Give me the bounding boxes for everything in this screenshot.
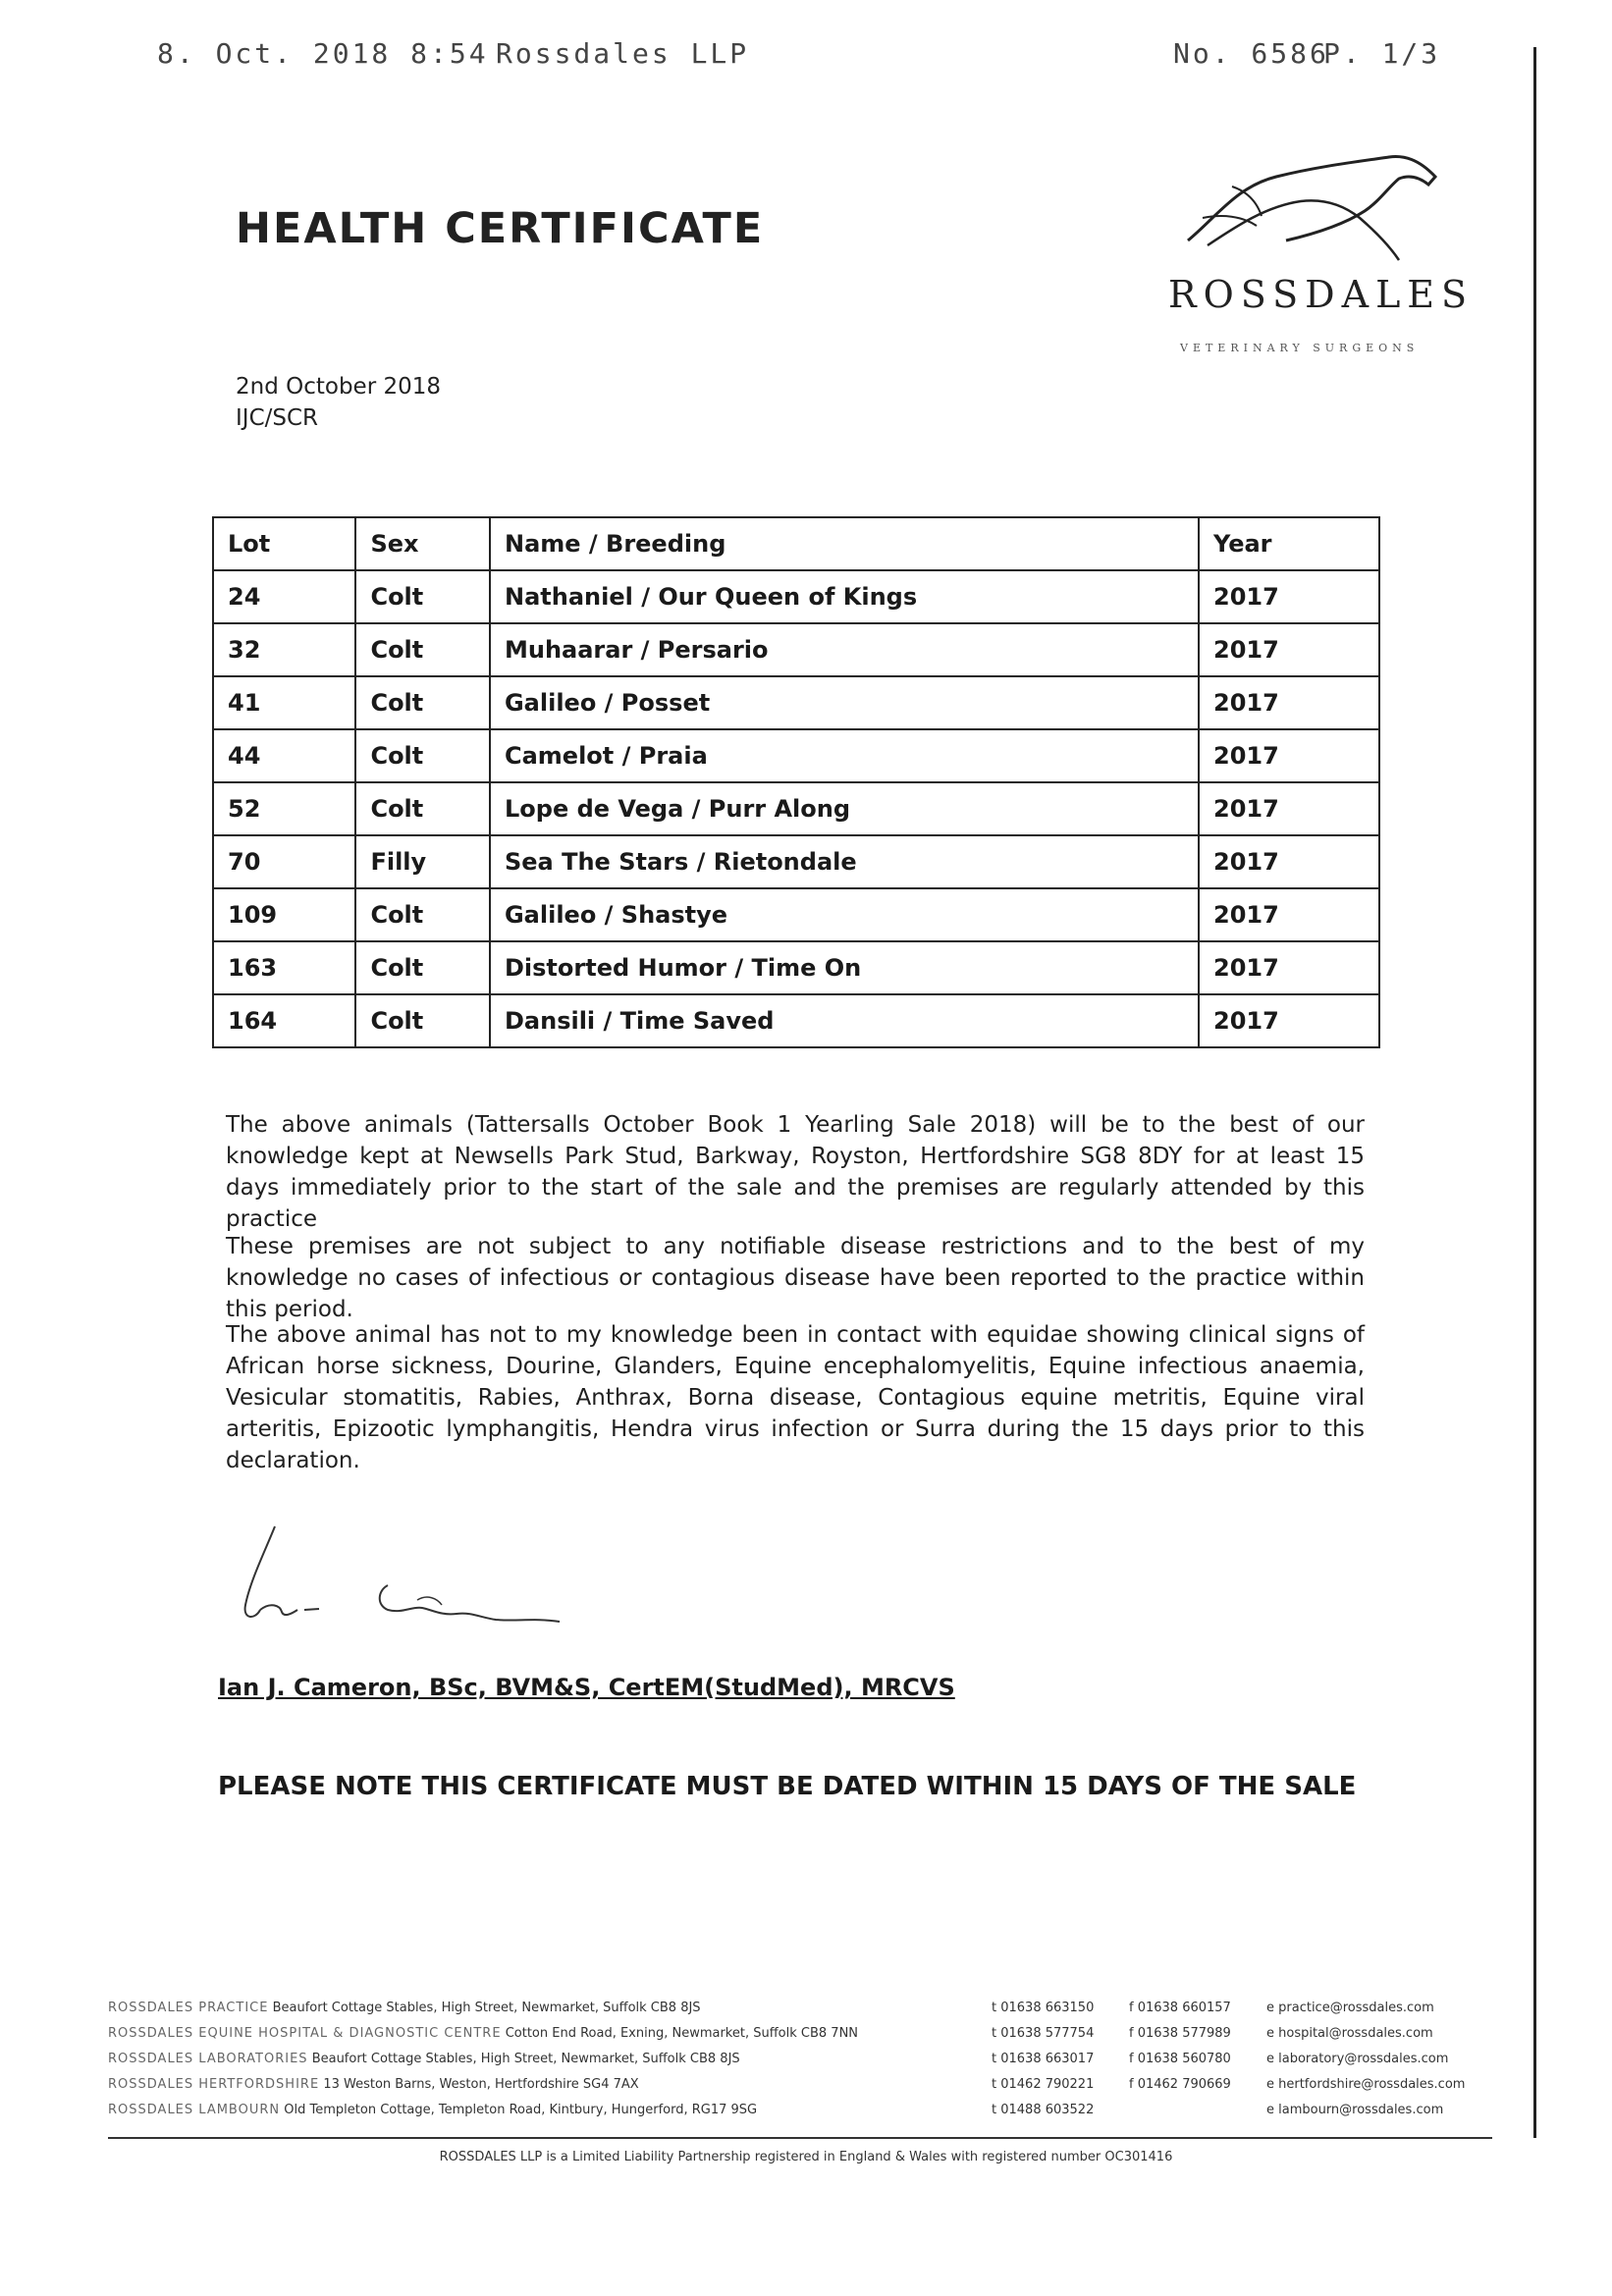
- footer-address: Beaufort Cottage Stables, High Street, Newmarket, Suffolk CB8 8JS: [272, 2001, 701, 2015]
- footer-email: e lambourn@rossdales.com: [1266, 2103, 1444, 2117]
- footer-legal-notice: ROSSDALES LLP is a Limited Liability Partnership registered in England & Wales with registered number OC301416: [439, 2150, 1173, 2164]
- cell-sex: Colt: [355, 941, 490, 994]
- paragraph-disease-restrictions: These premises are not subject to any notifiable disease restrictions and to the best of my knowledge no cases of infectious or contagious disease have been reported to the practice within this period.: [226, 1234, 1365, 1322]
- cell-sex: Colt: [355, 994, 490, 1047]
- footer-dept: ROSSDALES HERTFORDSHIRE: [108, 2077, 320, 2092]
- margin-rule: [1533, 47, 1536, 2138]
- cell-lot: 24: [213, 570, 355, 623]
- fax-header: [0, 37, 1612, 77]
- cell-lot: 41: [213, 676, 355, 729]
- footer-tel: t 01638 577754: [992, 2026, 1095, 2041]
- footer-row: [108, 2077, 1482, 2099]
- table-row: [213, 782, 1379, 835]
- document-reference: IJC/SCR: [236, 405, 319, 431]
- footer-fax: f 01638 577989: [1129, 2026, 1231, 2041]
- footer-address: Beaufort Cottage Stables, High Street, Newmarket, Suffolk CB8 8JS: [311, 2052, 740, 2066]
- footer-email: e laboratory@rossdales.com: [1266, 2052, 1449, 2066]
- page-title: HEALTH CERTIFICATE: [236, 204, 765, 253]
- cell-year: 2017: [1199, 623, 1379, 676]
- cell-sex: Colt: [355, 782, 490, 835]
- paragraph-sale-premises: The above animals (Tattersalls October Book 1 Yearling Sale 2018) will be to the best of our knowledge kept at Newsells Park Stud, Barkway, Royston, Hertfordshire SG8 8DY for at least 15 days immediately prior to the start of the sale and the premises are regularly attended by this practice: [226, 1112, 1365, 1232]
- footer-email: e hospital@rossdales.com: [1266, 2026, 1433, 2041]
- cell-name-breeding: Galileo / Shastye: [490, 888, 1199, 941]
- footer-address: Old Templeton Cottage, Templeton Road, Kintbury, Hungerford, RG17 9SG: [284, 2103, 758, 2117]
- cell-year: 2017: [1199, 888, 1379, 941]
- handwritten-signature: [221, 1512, 594, 1649]
- column-header-year: Year: [1199, 517, 1379, 570]
- lots-table: [212, 516, 1380, 1048]
- footer-row: [108, 2103, 1482, 2124]
- document-date: 2nd October 2018: [236, 374, 442, 400]
- cell-name-breeding: Dansili / Time Saved: [490, 994, 1199, 1047]
- cell-year: 2017: [1199, 941, 1379, 994]
- horse-logo-icon: [1178, 147, 1443, 265]
- cell-lot: 70: [213, 835, 355, 888]
- footer-tel: t 01462 790221: [992, 2077, 1095, 2092]
- logo-tagline: VETERINARY SURGEONS: [1180, 342, 1420, 354]
- footer-row: [108, 2052, 1482, 2073]
- footer-divider: [108, 2137, 1492, 2139]
- table-header-row: [213, 517, 1379, 570]
- cell-lot: 163: [213, 941, 355, 994]
- paragraph-contact-declaration: The above animal has not to my knowledge been in contact with equidae showing clinical signs of African horse sickness, Dourine, Glanders, Equine encephalomyelitis, Equine infectious anaemia, Vesicular stomatitis, Rabies, Anthrax, Borna disease, Contagious equine metritis, Equine viral arteritis, Epizootic lymphangitis, Hendra virus infection or Surra during the 15 days prior to this declaration.: [226, 1322, 1365, 1473]
- cell-year: 2017: [1199, 835, 1379, 888]
- cell-name-breeding: Camelot / Praia: [490, 729, 1199, 782]
- fax-page: P. 1/3: [1323, 37, 1441, 70]
- cell-sex: Colt: [355, 623, 490, 676]
- cell-name-breeding: Lope de Vega / Purr Along: [490, 782, 1199, 835]
- cell-year: 2017: [1199, 994, 1379, 1047]
- table-row: [213, 835, 1379, 888]
- table-row: [213, 994, 1379, 1047]
- cell-lot: 164: [213, 994, 355, 1047]
- dating-note: PLEASE NOTE THIS CERTIFICATE MUST BE DATED WITHIN 15 DAYS OF THE SALE: [218, 1772, 1357, 1801]
- cell-year: 2017: [1199, 729, 1379, 782]
- footer-dept: ROSSDALES LAMBOURN: [108, 2103, 281, 2117]
- cell-sex: Colt: [355, 570, 490, 623]
- footer-email: e practice@rossdales.com: [1266, 2001, 1434, 2015]
- column-header-sex: Sex: [355, 517, 490, 570]
- footer-tel: t 01638 663017: [992, 2052, 1095, 2066]
- cell-year: 2017: [1199, 570, 1379, 623]
- table-row: [213, 941, 1379, 994]
- footer-row: [108, 2001, 1482, 2022]
- table-row: [213, 676, 1379, 729]
- column-header-name-breeding: Name / Breeding: [490, 517, 1199, 570]
- cell-lot: 44: [213, 729, 355, 782]
- fax-company: Rossdales LLP: [496, 37, 750, 70]
- footer-address: 13 Weston Barns, Weston, Hertfordshire SG4 7AX: [323, 2077, 639, 2092]
- footer-fax: f 01638 560780: [1129, 2052, 1231, 2066]
- cell-sex: Filly: [355, 835, 490, 888]
- footer-dept: ROSSDALES LABORATORIES: [108, 2052, 308, 2066]
- table-row: [213, 623, 1379, 676]
- footer-dept: ROSSDALES PRACTICE: [108, 2001, 269, 2015]
- table-row: [213, 570, 1379, 623]
- cell-lot: 32: [213, 623, 355, 676]
- cell-lot: 109: [213, 888, 355, 941]
- cell-name-breeding: Muhaarar / Persario: [490, 623, 1199, 676]
- column-header-lot: Lot: [213, 517, 355, 570]
- footer-dept: ROSSDALES EQUINE HOSPITAL & DIAGNOSTIC CENTRE: [108, 2026, 502, 2041]
- cell-name-breeding: Nathaniel / Our Queen of Kings: [490, 570, 1199, 623]
- cell-sex: Colt: [355, 888, 490, 941]
- footer-contacts: [108, 2001, 1482, 2148]
- cell-name-breeding: Galileo / Posset: [490, 676, 1199, 729]
- rossdales-logo: [1158, 147, 1475, 363]
- footer-email: e hertfordshire@rossdales.com: [1266, 2077, 1466, 2092]
- fax-number: No. 6586: [1173, 37, 1329, 70]
- table-row: [213, 888, 1379, 941]
- footer-fax: f 01638 660157: [1129, 2001, 1231, 2015]
- footer-address: Cotton End Road, Exning, Newmarket, Suffolk CB8 7NN: [505, 2026, 859, 2041]
- cell-year: 2017: [1199, 676, 1379, 729]
- table-row: [213, 729, 1379, 782]
- cell-lot: 52: [213, 782, 355, 835]
- footer-row: [108, 2026, 1482, 2048]
- footer-fax: f 01462 790669: [1129, 2077, 1231, 2092]
- cell-sex: Colt: [355, 729, 490, 782]
- footer-tel: t 01488 603522: [992, 2103, 1095, 2117]
- cell-sex: Colt: [355, 676, 490, 729]
- logo-wordmark: ROSSDALES: [1168, 273, 1475, 316]
- fax-date-time: 8. Oct. 2018 8:54: [157, 37, 489, 70]
- cell-year: 2017: [1199, 782, 1379, 835]
- cell-name-breeding: Distorted Humor / Time On: [490, 941, 1199, 994]
- cell-name-breeding: Sea The Stars / Rietondale: [490, 835, 1199, 888]
- footer-tel: t 01638 663150: [992, 2001, 1095, 2015]
- signer-name: Ian J. Cameron, BSc, BVM&S, CertEM(StudMed), MRCVS: [218, 1674, 955, 1701]
